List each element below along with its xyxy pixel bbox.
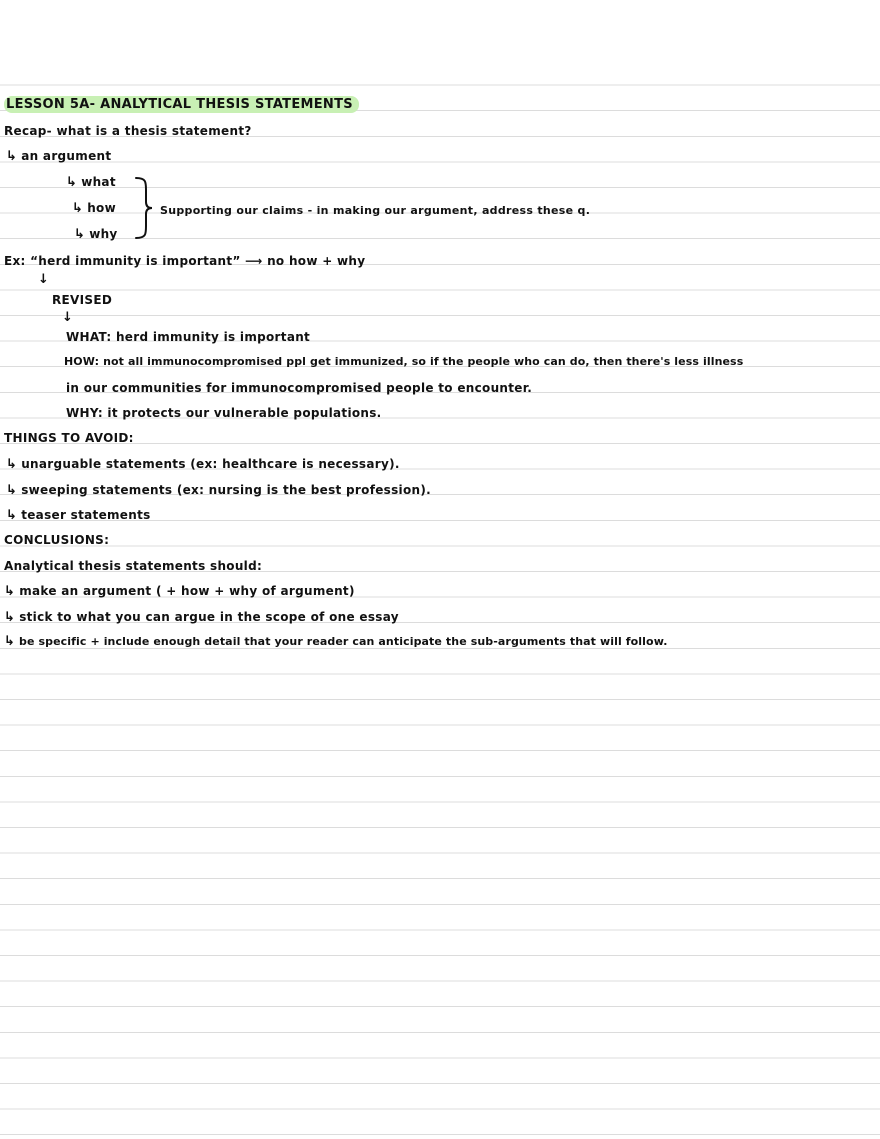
recap-question: Recap- what is a thesis statement?	[4, 124, 252, 138]
avoid-title: THINGS TO AVOID:	[4, 431, 134, 445]
hook-arrow-icon: ↳	[4, 634, 15, 649]
avoid-item	[6, 507, 151, 524]
recap-answer: an argument	[21, 149, 112, 163]
conclusions-intro: Analytical thesis statements should:	[4, 559, 263, 573]
revised-how-line	[64, 354, 743, 370]
revised-how-continued: in our communities for immunocompromised people to encounter.	[66, 381, 533, 395]
revised-why-line	[66, 405, 382, 421]
question-why: why	[89, 227, 118, 241]
revised-what-text: herd immunity is important	[115, 330, 311, 344]
revised-how-text: not all immunocompromised ppl get immunized, so if the people who can do, then there's less illness	[103, 355, 744, 368]
recap-answer-line	[6, 148, 111, 165]
question-what: what	[81, 175, 116, 189]
revised-why-text: it protects our vulnerable populations.	[107, 406, 382, 420]
question-how: how	[87, 201, 116, 215]
conclusion-item-text: be specific + include enough detail that your reader can anticipate the sub-arguments that will follow.	[19, 635, 668, 648]
question-how-line	[72, 200, 116, 217]
curly-brace-icon	[132, 176, 154, 240]
hook-arrow-icon: ↳	[6, 457, 18, 472]
down-arrow-icon: ↓	[38, 272, 50, 287]
avoid-item	[6, 482, 431, 499]
hook-arrow-icon: ↳	[6, 149, 18, 164]
hook-arrow-icon: ↳	[66, 175, 78, 190]
avoid-item-text: teaser statements	[21, 508, 151, 522]
conclusions-title: CONCLUSIONS:	[4, 533, 110, 547]
revised-what-line	[66, 329, 310, 345]
title-highlight: LESSON 5A- ANALYTICAL THESIS STATEMENTS	[4, 96, 359, 113]
lesson-title	[4, 97, 359, 113]
revised-what-label: WHAT:	[66, 330, 112, 344]
question-why-line	[74, 226, 118, 243]
avoid-item	[6, 456, 400, 473]
example-line: Ex: “herd immunity is important” ⟶ no how + why	[4, 254, 366, 268]
conclusion-item	[4, 634, 668, 650]
brace-note: Supporting our claims - in making our argument, address these q.	[160, 204, 591, 217]
hook-arrow-icon: ↳	[4, 610, 16, 625]
down-arrow-icon: ↓	[62, 310, 74, 325]
avoid-item-text: unarguable statements (ex: healthcare is necessary).	[21, 457, 400, 471]
hook-arrow-icon: ↳	[4, 584, 16, 599]
conclusion-item-text: stick to what you can argue in the scope of one essay	[19, 610, 399, 624]
revised-how-label: HOW:	[64, 355, 100, 368]
conclusion-item	[4, 583, 355, 600]
hook-arrow-icon: ↳	[6, 483, 18, 498]
revised-why-label: WHY:	[66, 406, 103, 420]
page-top-margin	[0, 0, 880, 84]
hook-arrow-icon: ↳	[72, 201, 84, 216]
revised-label: REVISED	[52, 293, 113, 307]
avoid-item-text: sweeping statements (ex: nursing is the best profession).	[21, 483, 431, 497]
hook-arrow-icon: ↳	[74, 227, 86, 242]
conclusion-item-text: make an argument ( + how + why of argument)	[19, 584, 355, 598]
hook-arrow-icon: ↳	[6, 508, 18, 523]
question-what-line	[66, 174, 116, 191]
conclusion-item	[4, 609, 399, 626]
